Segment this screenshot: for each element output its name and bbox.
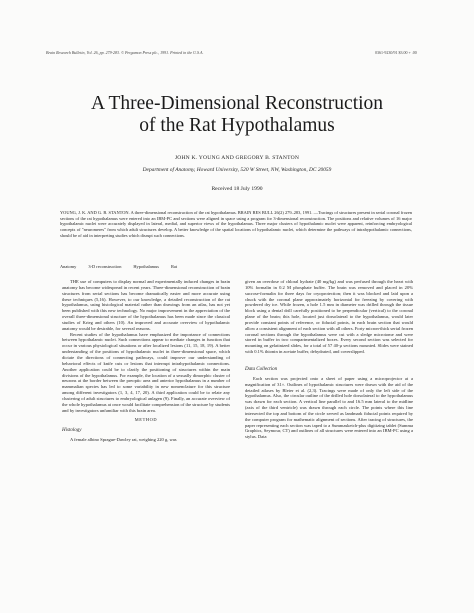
affiliation: Department of Anatomy, Howard University, 520 W Street, NW, Washington, DC 20059 — [142, 167, 332, 173]
abstract-text: YOUNG, J. K. AND G. B. STANTON. A three-dimensional reconstruction of the rat hypothalamus. BRAIN RES BULL 26(2) 279–283, 1991. —Tracings of structures present in serial coronal frozen sections of the rat hypothalamus were entered into an IBM-PC and sections were aligned in space using a program for 3-dimensional reconstruction. The positions and relative volumes of 16 major hypothalamic nuclei were accurately displayed in lateral, medial, and superior views of the hypothalamus. Three major clusters of hypothalamic nuclei were apparent, reinforcing embryological concepts of "neuromeres" from which adult structures develop. A better knowledge of the spatial locations of hypothalamic nuclei, which determine the pathways of intrahypothalamic connections, should be of aid in interpreting studies which disrupt such connections. — [60, 210, 412, 238]
keyword: Rat — [171, 264, 178, 269]
intro-paragraph: THE use of computers to display normal and experimentally induced changes in brain anatomy has become widespread in recent years. Three-dimensional reconstruction of brain structures from serial sections has become dramatically easier and more accurate using these techniques (5,16). However, to our knowledge, a detailed reconstruction of the rat hypothalamus, using histological material rather than drawings from an atlas, has not yet been published with this new technology. No major improvement in the appreciation of the overall three-dimensional structure of the hypothalamus has been made since the classical studies of Krieg and others (10). An improved and accurate overview of hypothalamic anatomy would be desirable, for several reasons. — [62, 279, 230, 331]
issn-code: 0361-9230/91 $3.00 + .00 — [375, 50, 417, 55]
right-column — [245, 279, 413, 440]
intro-paragraph: Recent studies of the hypothalamus have emphasized the importance of connections between hypothalamic nuclei. Such connections appear to mediate changes in function that occur in various physiological situations or after localized lesions (11, 15, 18, 19). A better understanding of the positions of hypothalamic nuclei in three-dimensional space, which dictate the directions of connecting pathways, could improve our understanding of behavioral effects of knife cuts or lesions that interrupt intrahypothalamic connections. Another application could be to clarify the positioning of structures within the main divisions of the hypothalamus. For example, the location of a sexually dimorphic cluster of neurons at the border between the preoptic area and anterior hypothalamus in a number of mammalian species has led to some variability in new nomenclature for this structure among different investigators (1, 3, 4, 17, 20). A third application could be to relate any clustering of adult structures to embryological anlagen (9). Finally, an accurate overview of the whole hypothalamus at once would facilitate comprehension of the structure by students and by investigators unfamiliar with this brain area. — [62, 331, 230, 413]
data-collection-paragraph: Each section was projected onto a sheet of paper using a microprojector at a magnification of 31×. Outlines of hypothalamic structures were drawn with the aid of the detailed atlases by Bleier et al. (2,3). Tracings were made of only the left side of the hypothalamus. Also, the circular outline of the drilled hole dorsolateral to the hypothalamus was drawn for each section. A vertical line parallel to and 16.5 mm lateral to the midline (axis of the third ventricle) was drawn through each circle. The points where this line intersected the top and bottom of the circle served as landmark fiducial points required by the computer program for mathematic alignment of sections. After tracing of structures, the paper representing each section was taped to a Summasketch-plus digitizing tablet (Summa Graphics, Seymour, CT) and outlines of all structures were entered into an IBM-PC using a stylus. Data — [245, 375, 413, 440]
data-collection-heading: Data Collection — [245, 366, 278, 372]
histology-continued: given an overdose of chloral hydrate (40 mg/kg) and was perfused through the heart with 10% formalin in 0.2 M phosphate buffer. The brain was removed and placed in 20% sucrose-formalin for three days for cryoprotection; then it was blocked and laid upon a chuck with the coronal plane approximately horizontal for freezing by covering with powdered dry ice. While frozen, a hole 1.5 mm in diameter was drilled through the tissue block using a dental drill carefully positioned to be perpendicular (vertical) to the coronal plane of the brain; this hole, located just dorsolateral to the hypothalamus, would later provide constant points of reference, or fiducial points, in each brain section that would allow a consistent alignment of each section with all others. Forty micron-thick serial frozen coronal sections through the hypothalamus were cut with a sledge microtome and were stored in buffer in two compartmentalized boxes. Every second section was selected for mounting on gelatinized slides, for a total of 57 40-µ sections mounted. Slides were stained with 0.1% thionin in acetate buffer, dehydrated, and coverslipped. — [245, 279, 413, 355]
histology-heading: Histology — [62, 428, 82, 434]
keyword: 3-D reconstruction — [88, 264, 122, 269]
keyword: Hypothalamus — [133, 264, 159, 269]
histology-paragraph: A female albino Sprague-Dawley rat, weighing 220 g, was — [70, 437, 177, 443]
authors: JOHN K. YOUNG AND GREGORY B. STANTON — [174, 155, 300, 161]
method-heading: METHOD — [134, 417, 158, 423]
left-column — [62, 279, 230, 443]
journal-citation: Brain Research Bulletin, Vol. 26, pp. 279-283. © Pergamon Press plc., 1991. Printed in the U.S.A. — [46, 50, 204, 55]
paper-title-line2: of the Rat Hypothalamus — [139, 115, 335, 136]
abstract — [60, 210, 412, 239]
keyword: Anatomy — [60, 264, 77, 269]
paper-title-line1: A Three-Dimensional Reconstruction — [90, 93, 384, 114]
keywords — [60, 264, 412, 269]
received-date: Received 18 July 1990 — [211, 186, 263, 192]
